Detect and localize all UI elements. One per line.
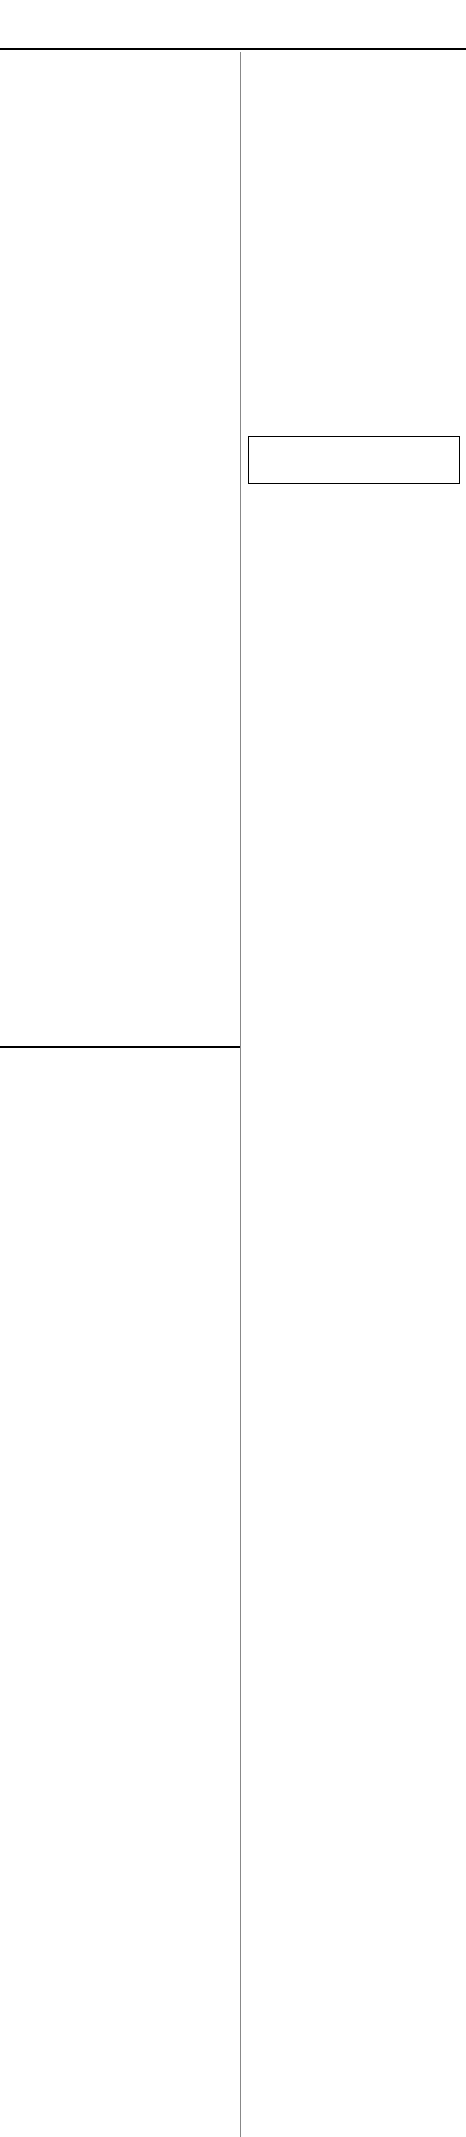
article-bottom-right-column [248, 1204, 460, 2133]
headline-banner [0, 0, 466, 50]
staff-reporter-byline [248, 738, 460, 758]
byline [248, 490, 460, 510]
article-top-left-column [6, 58, 232, 1038]
article-bottom-left-column [6, 1100, 232, 1660]
ambulance-crossing-heading [248, 436, 460, 484]
section-rule [0, 1046, 240, 1048]
column-divider [240, 52, 241, 2137]
welcome-subhead [6, 1664, 232, 1684]
dual-route-permit-heading [248, 716, 460, 736]
section-title [0, 1052, 238, 1092]
article-top-right-column [248, 58, 460, 430]
compensation-heading [248, 1158, 460, 1198]
article-bottom-left-column-2 [6, 1688, 232, 2133]
